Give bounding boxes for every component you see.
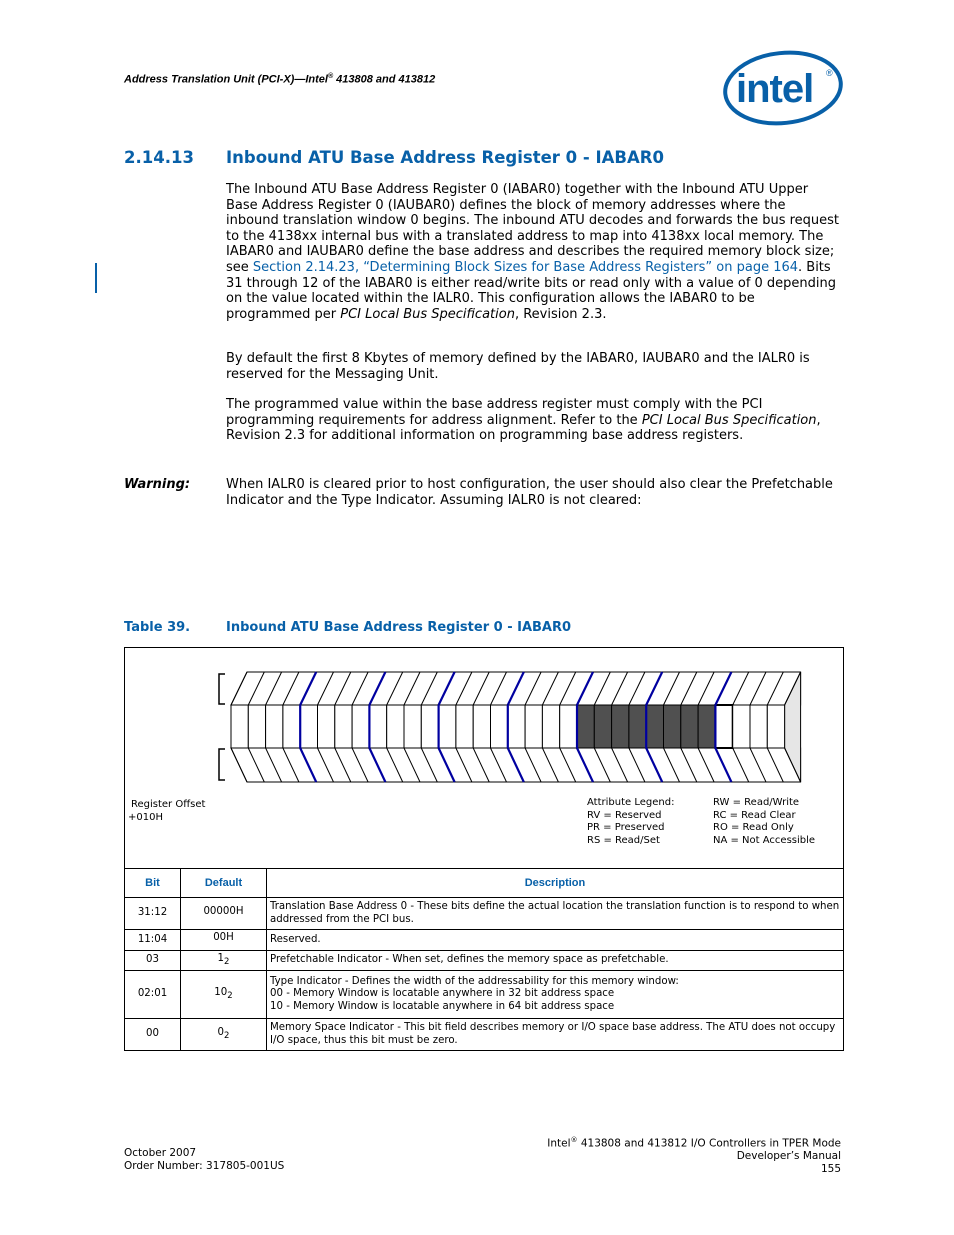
bit-cell bbox=[594, 705, 611, 748]
p1-text-c: , Revision 2.3. bbox=[514, 306, 607, 322]
footer-page-number: 155 bbox=[820, 1162, 841, 1175]
bit-cell bbox=[629, 705, 646, 748]
bit-cell bbox=[698, 705, 715, 748]
bit-cell bbox=[473, 705, 490, 748]
description-cell bbox=[267, 950, 844, 971]
p1-spec-title: PCI Local Bus Specification bbox=[340, 306, 515, 322]
description-cell bbox=[267, 1019, 844, 1051]
register-offset-label: Register Offset bbox=[131, 799, 206, 810]
table-caption-title: Inbound ATU Base Address Register 0 - IABAR0 bbox=[226, 620, 572, 635]
bit-cell bbox=[439, 705, 456, 748]
bit-cell bbox=[456, 705, 473, 748]
default-base: 2 bbox=[224, 1030, 230, 1041]
bit-cell bbox=[508, 705, 525, 748]
legend-item: NA = Not Accessible bbox=[713, 834, 816, 846]
footer-right bbox=[547, 1134, 841, 1175]
default-base: 2 bbox=[227, 990, 233, 1001]
table-caption-number: Table 39. bbox=[124, 620, 191, 635]
description-line: Type Indicator - Defines the width of the addressability for this memory window: bbox=[270, 975, 679, 987]
revision-change-bar bbox=[95, 263, 97, 293]
bit-cell bbox=[664, 705, 681, 748]
bit-cell bbox=[300, 705, 317, 748]
footer-product: 413808 and 413812 I/O Controllers in TPER Mode bbox=[577, 1137, 841, 1150]
running-title-pre: Address Translation Unit (PCI-X)—Intel bbox=[124, 73, 328, 86]
legend-item: RO = Read Only bbox=[713, 822, 794, 833]
warning-text: When IALR0 is cleared prior to host configuration, the user should also clear the Prefetchable Indicator and the Type Indicator. Assuming IALR0 is not cleared: bbox=[226, 477, 833, 508]
bit-cell bbox=[352, 705, 369, 748]
legend-item: PR = Preserved bbox=[587, 822, 665, 833]
default-value: 0 bbox=[217, 1026, 225, 1038]
bit-cell bbox=[387, 705, 404, 748]
p1-text-b: . Bits 31 through 12 of the IABAR0 is either read/write bits or read only with a value of 0 depending on the value located within the IALR0. This configuration allows the IABAR0 to be programmed per bbox=[226, 259, 837, 322]
register-description-table bbox=[124, 868, 844, 1051]
bit-cell bbox=[750, 705, 767, 748]
bit-cell: 31:12 bbox=[125, 898, 181, 930]
bit-cell bbox=[248, 705, 265, 748]
bit-cell: 11:04 bbox=[125, 930, 181, 951]
attribute-legend-right bbox=[713, 797, 815, 847]
bit-cell: 03 bbox=[125, 950, 181, 971]
logo-registered-mark: ® bbox=[826, 68, 833, 78]
bit-cell bbox=[404, 705, 421, 748]
footer-brand: Intel bbox=[547, 1137, 571, 1150]
description-cell bbox=[267, 898, 844, 930]
bit-cell bbox=[681, 705, 698, 748]
section-title: Inbound ATU Base Address Register 0 - IABAR0 bbox=[226, 148, 664, 167]
column-header-description: Description bbox=[267, 869, 844, 898]
table-row bbox=[125, 930, 844, 951]
bit-cell bbox=[231, 705, 248, 748]
bit-cell bbox=[542, 705, 559, 748]
intel-logo bbox=[722, 50, 844, 126]
default-base: 2 bbox=[224, 956, 230, 967]
footer-order-number: Order Number: 317805-001US bbox=[124, 1159, 285, 1172]
bit-cell bbox=[335, 705, 352, 748]
p1-text-a: The Inbound ATU Base Address Register 0 (IABAR0) together with the Inbound ATU Upper Base Address Register 0 (IAUBAR0) defines the block of memory addresses where the inbound translation window 0 begins. The inbound ATU decodes and forwards the bus request to the 4138xx internal bus with a translated address to map into 4138xx local memory. The IABAR0 and IAUBAR0 define the base address and describes the required memory block size; see bbox=[226, 182, 840, 275]
section-cross-reference-link[interactable]: Section 2.14.23, “Determining Block Sizes for Base Address Registers” on page 164 bbox=[252, 259, 799, 275]
paragraph-1 bbox=[226, 182, 841, 322]
bit-cell bbox=[525, 705, 542, 748]
lower-bracket bbox=[219, 749, 225, 780]
bit-cell bbox=[767, 705, 784, 748]
bit-cell bbox=[560, 705, 577, 748]
default-value: 00H bbox=[213, 932, 234, 943]
table-row bbox=[125, 950, 844, 971]
footer-left bbox=[124, 1147, 284, 1172]
footer-manual-type: Developer’s Manual bbox=[736, 1150, 841, 1162]
bit-cell bbox=[646, 705, 663, 748]
default-cell bbox=[181, 930, 267, 951]
bit-cell bbox=[283, 705, 300, 748]
description-line: Reserved. bbox=[270, 933, 321, 945]
paragraph-2: By default the first 8 Kbytes of memory defined by the IABAR0, IAUBAR0 and the IALR0 is reserved for the Messaging Unit. bbox=[226, 351, 810, 382]
registered-mark: ® bbox=[327, 73, 334, 80]
footer-registered-mark: ® bbox=[570, 1136, 578, 1144]
description-line: 00 - Memory Window is locatable anywhere in 32 bit address space bbox=[270, 988, 615, 1000]
bit-cell bbox=[612, 705, 629, 748]
default-cell bbox=[181, 971, 267, 1019]
bit-cell bbox=[318, 705, 335, 748]
p3-text-a: The programmed value within the base address register must comply with the PCI programming requirements for address alignment. Refer to the bbox=[226, 397, 763, 428]
attribute-legend-left bbox=[587, 797, 674, 847]
table-row bbox=[125, 1019, 844, 1051]
default-cell bbox=[181, 1019, 267, 1051]
upper-bracket bbox=[219, 674, 225, 704]
section-number: 2.14.13 bbox=[124, 148, 194, 167]
bit-cell bbox=[577, 705, 594, 748]
column-header-bit: Bit bbox=[125, 869, 181, 898]
p3-spec-title: PCI Local Bus Specification bbox=[641, 412, 817, 428]
bit-cell bbox=[421, 705, 438, 748]
description-line: 10 - Memory Window is locatable anywhere in 64 bit address space bbox=[270, 1000, 615, 1012]
legend-item: RS = Read/Set bbox=[587, 834, 660, 846]
register-offset bbox=[128, 798, 206, 824]
footer-doc-title bbox=[547, 1134, 841, 1150]
warning-label: Warning: bbox=[124, 477, 191, 492]
legend-title: Attribute Legend: bbox=[587, 797, 675, 808]
bit-cell bbox=[369, 705, 386, 748]
bit-cell: 02:01 bbox=[125, 971, 181, 1019]
bit-cell bbox=[491, 705, 508, 748]
footer-date: October 2007 bbox=[124, 1147, 197, 1159]
register-offset-value: +010H bbox=[128, 812, 163, 823]
paragraph-3 bbox=[226, 397, 841, 444]
default-value: 1 bbox=[217, 952, 225, 964]
bit-cell bbox=[733, 705, 750, 748]
description-cell bbox=[267, 930, 844, 951]
default-cell bbox=[181, 950, 267, 971]
default-cell bbox=[181, 898, 267, 930]
legend-item: RW = Read/Write bbox=[713, 797, 800, 808]
bit-cell bbox=[715, 705, 732, 748]
description-line: Memory Space Indicator - This bit field describes memory or I/O space base address. The ATU does not occupy I/O space, thus this bit must be zero. bbox=[270, 1022, 836, 1046]
table-row bbox=[125, 898, 844, 930]
p3-text-b: , Revision 2.3 for additional information on programming base address registers. bbox=[226, 412, 821, 444]
running-header bbox=[124, 73, 435, 86]
default-value: 10 bbox=[214, 986, 228, 998]
bit-cell bbox=[266, 705, 283, 748]
table-header-row bbox=[125, 869, 844, 898]
legend-item: RV = Reserved bbox=[587, 809, 662, 821]
running-title-post: 413808 and 413812 bbox=[333, 73, 436, 86]
table-row bbox=[125, 971, 844, 1019]
description-cell bbox=[267, 971, 844, 1019]
column-header-default: Default bbox=[181, 869, 267, 898]
legend-item: RC = Read Clear bbox=[713, 809, 796, 821]
register-diagram bbox=[124, 647, 844, 868]
description-line: Prefetchable Indicator - When set, defines the memory space as prefetchable. bbox=[270, 954, 669, 966]
description-line: Translation Base Address 0 - These bits define the actual location the translation function is to respond to when addressed from the PCI bus. bbox=[270, 901, 840, 925]
default-value: 00000H bbox=[203, 905, 244, 917]
logo-text: intel bbox=[736, 67, 814, 111]
bit-cell: 00 bbox=[125, 1019, 181, 1051]
